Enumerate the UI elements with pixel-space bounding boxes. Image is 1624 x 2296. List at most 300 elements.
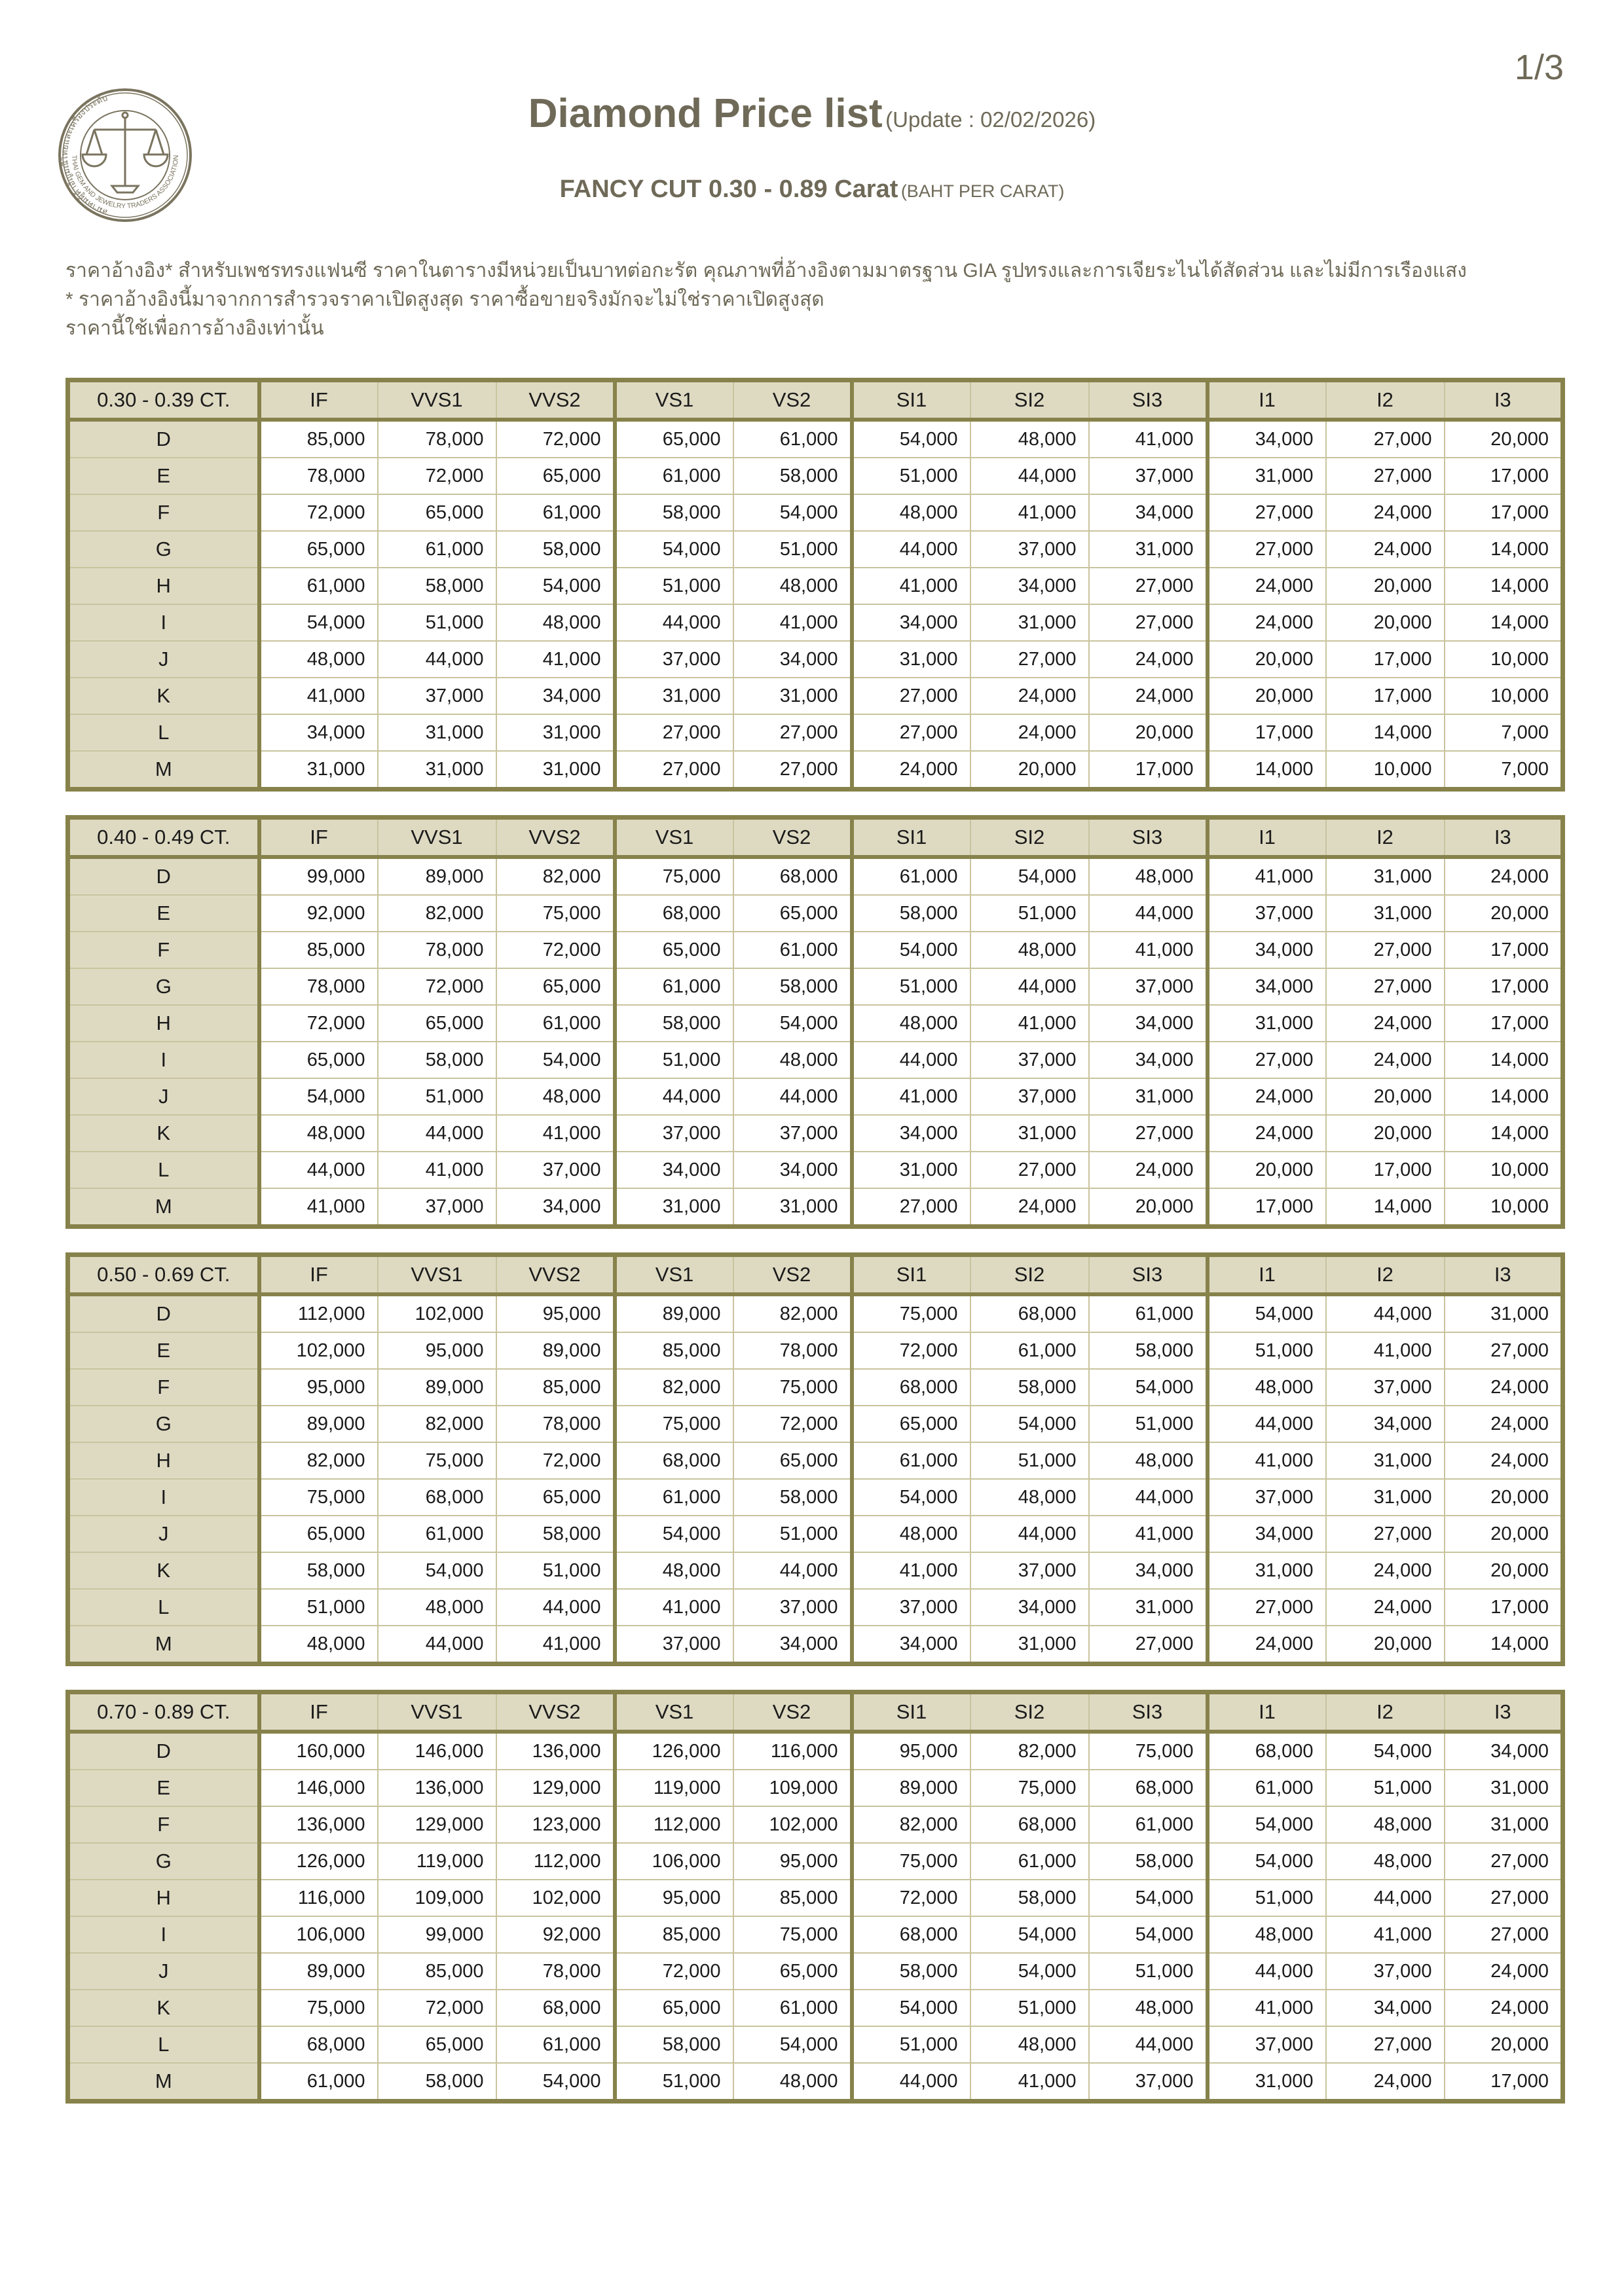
price-cell: 48,000 — [1089, 1990, 1208, 2026]
price-cell: 41,000 — [970, 494, 1089, 531]
price-cell: 58,000 — [259, 1552, 378, 1589]
price-cell: 37,000 — [615, 641, 733, 678]
price-cell: 54,000 — [970, 1406, 1089, 1442]
price-cell: 48,000 — [970, 420, 1089, 458]
price-cell: 51,000 — [1089, 1953, 1208, 1990]
price-cell: 37,000 — [970, 531, 1089, 568]
price-cell: 31,000 — [615, 1188, 733, 1227]
price-cell: 34,000 — [1208, 420, 1326, 458]
price-cell: 41,000 — [1089, 932, 1208, 968]
color-grade-label: F — [68, 1806, 259, 1843]
table-row-color-L — [68, 1152, 1563, 1188]
price-cell: 58,000 — [733, 1479, 852, 1516]
price-cell: 58,000 — [496, 531, 615, 568]
price-cell: 68,000 — [615, 1442, 733, 1479]
price-cell: 31,000 — [970, 1115, 1089, 1152]
clarity-column-header-SI2: SI2 — [970, 818, 1089, 858]
price-cell: 61,000 — [1208, 1770, 1326, 1806]
price-cell: 75,000 — [852, 1843, 970, 1880]
color-grade-label: F — [68, 1369, 259, 1406]
price-cell: 95,000 — [852, 1732, 970, 1770]
price-cell: 44,000 — [1089, 2026, 1208, 2063]
price-cell: 34,000 — [1089, 1042, 1208, 1078]
price-cell: 65,000 — [259, 1042, 378, 1078]
color-grade-label: G — [68, 531, 259, 568]
price-cell: 44,000 — [378, 1626, 496, 1664]
table-row-color-K — [68, 1552, 1563, 1589]
page-number: 1/3 — [1514, 48, 1564, 87]
carat-range-caption: 0.50 - 0.69 CT. — [68, 1255, 259, 1295]
price-cell: 37,000 — [1208, 1479, 1326, 1516]
price-cell: 31,000 — [1208, 2063, 1326, 2102]
price-cell: 17,000 — [1326, 641, 1445, 678]
price-cell: 44,000 — [852, 2063, 970, 2102]
price-cell: 82,000 — [733, 1294, 852, 1332]
price-cell: 54,000 — [1326, 1732, 1445, 1770]
price-cell: 31,000 — [378, 714, 496, 751]
price-cell: 48,000 — [1089, 857, 1208, 895]
price-cell: 41,000 — [496, 1115, 615, 1152]
price-cell: 34,000 — [1208, 968, 1326, 1005]
clarity-column-header-VVS2: VVS2 — [496, 1255, 615, 1295]
clarity-column-header-I1: I1 — [1208, 1255, 1326, 1295]
price-cell: 17,000 — [1445, 494, 1563, 531]
price-cell: 54,000 — [970, 1953, 1089, 1990]
price-cell: 89,000 — [496, 1332, 615, 1369]
price-cell: 41,000 — [378, 1152, 496, 1188]
price-cell: 34,000 — [733, 1626, 852, 1664]
price-cell: 14,000 — [1326, 1188, 1445, 1227]
price-cell: 14,000 — [1445, 1042, 1563, 1078]
table-row-color-F — [68, 932, 1563, 968]
price-cell: 106,000 — [259, 1916, 378, 1953]
price-cell: 68,000 — [733, 857, 852, 895]
price-cell: 31,000 — [1445, 1806, 1563, 1843]
color-grade-label: J — [68, 641, 259, 678]
price-cell: 27,000 — [970, 1152, 1089, 1188]
price-cell: 54,000 — [852, 1479, 970, 1516]
clarity-column-header-SI1: SI1 — [852, 1255, 970, 1295]
table-row-color-E — [68, 1770, 1563, 1806]
price-cell: 44,000 — [615, 1078, 733, 1115]
price-cell: 31,000 — [1208, 458, 1326, 494]
price-cell: 89,000 — [378, 1369, 496, 1406]
price-cell: 48,000 — [1208, 1916, 1326, 1953]
price-cell: 27,000 — [1445, 1916, 1563, 1953]
price-cell: 54,000 — [1208, 1294, 1326, 1332]
price-cell: 65,000 — [852, 1406, 970, 1442]
reference-note-1: ราคาอ้างอิง* สำหรับเพชรทรงแฟนซี ราคาในตารางมีหน่วยเป็นบาทต่อกะรัต คุณภาพที่อ้างอิงตามมาตรฐาน GIA รูปทรงและการเจียระไนได้สัดส่วน และไม่มีการเรืองแสง — [65, 260, 1467, 282]
price-cell: 82,000 — [496, 857, 615, 895]
price-cell: 85,000 — [259, 420, 378, 458]
price-cell: 136,000 — [378, 1770, 496, 1806]
table-row-color-M — [68, 2063, 1563, 2102]
price-cell: 27,000 — [1445, 1843, 1563, 1880]
price-cell: 78,000 — [378, 932, 496, 968]
color-grade-label: M — [68, 751, 259, 790]
price-cell: 14,000 — [1445, 1078, 1563, 1115]
color-grade-label: L — [68, 1152, 259, 1188]
price-cell: 37,000 — [852, 1589, 970, 1626]
table-row-color-H — [68, 1442, 1563, 1479]
table-row-color-M — [68, 1188, 1563, 1227]
price-cell: 72,000 — [615, 1953, 733, 1990]
price-cell: 58,000 — [615, 2026, 733, 2063]
price-cell: 24,000 — [1089, 641, 1208, 678]
price-cell: 61,000 — [259, 568, 378, 604]
price-cell: 102,000 — [378, 1294, 496, 1332]
price-cell: 41,000 — [733, 604, 852, 641]
price-cell: 72,000 — [496, 932, 615, 968]
price-cell: 54,000 — [378, 1552, 496, 1589]
price-cell: 75,000 — [378, 1442, 496, 1479]
price-cell: 41,000 — [1208, 857, 1326, 895]
price-cell: 51,000 — [852, 458, 970, 494]
price-cell: 31,000 — [1326, 857, 1445, 895]
price-cell: 129,000 — [378, 1806, 496, 1843]
price-cell: 20,000 — [1445, 1479, 1563, 1516]
price-cell: 65,000 — [496, 458, 615, 494]
price-cell: 31,000 — [1445, 1770, 1563, 1806]
price-cell: 27,000 — [852, 714, 970, 751]
price-cell: 68,000 — [1089, 1770, 1208, 1806]
clarity-column-header-VS2: VS2 — [733, 818, 852, 858]
price-table-0.50-0.69CT. — [65, 1252, 1565, 1666]
color-grade-label: K — [68, 1990, 259, 2026]
color-grade-label: J — [68, 1516, 259, 1552]
price-cell: 58,000 — [378, 1042, 496, 1078]
price-cell: 68,000 — [1208, 1732, 1326, 1770]
price-cell: 34,000 — [1326, 1990, 1445, 2026]
price-cell: 44,000 — [1089, 1479, 1208, 1516]
price-cell: 54,000 — [496, 568, 615, 604]
price-cell: 20,000 — [1326, 1626, 1445, 1664]
price-cell: 24,000 — [1089, 678, 1208, 714]
color-grade-label: M — [68, 1188, 259, 1227]
price-cell: 41,000 — [970, 2063, 1089, 2102]
price-cell: 34,000 — [733, 1152, 852, 1188]
price-cell: 37,000 — [1089, 2063, 1208, 2102]
price-cell: 85,000 — [259, 932, 378, 968]
clarity-column-header-IF: IF — [259, 380, 378, 420]
price-cell: 48,000 — [733, 2063, 852, 2102]
clarity-column-header-VS1: VS1 — [615, 380, 733, 420]
price-cell: 51,000 — [1208, 1332, 1326, 1369]
price-cell: 65,000 — [378, 1005, 496, 1042]
price-cell: 17,000 — [1445, 932, 1563, 968]
price-cell: 44,000 — [1208, 1406, 1326, 1442]
price-cell: 10,000 — [1445, 641, 1563, 678]
price-cell: 27,000 — [970, 641, 1089, 678]
carat-range-caption: 0.30 - 0.39 CT. — [68, 380, 259, 420]
price-cell: 102,000 — [733, 1806, 852, 1843]
table-row-color-J — [68, 641, 1563, 678]
clarity-column-header-VVS1: VVS1 — [378, 818, 496, 858]
price-cell: 61,000 — [496, 494, 615, 531]
price-cell: 27,000 — [733, 751, 852, 790]
price-cell: 54,000 — [496, 2063, 615, 2102]
price-cell: 89,000 — [259, 1953, 378, 1990]
clarity-column-header-SI1: SI1 — [852, 380, 970, 420]
price-cell: 31,000 — [852, 641, 970, 678]
price-cell: 7,000 — [1445, 714, 1563, 751]
color-grade-label: D — [68, 420, 259, 458]
header-row — [68, 1692, 1563, 1732]
price-cell: 24,000 — [1326, 1589, 1445, 1626]
price-cell: 123,000 — [496, 1806, 615, 1843]
price-cell: 20,000 — [1208, 1152, 1326, 1188]
price-cell: 24,000 — [1445, 1990, 1563, 2026]
price-cell: 82,000 — [970, 1732, 1089, 1770]
price-cell: 61,000 — [970, 1843, 1089, 1880]
table-row-color-I — [68, 604, 1563, 641]
price-cell: 51,000 — [378, 604, 496, 641]
clarity-column-header-VVS1: VVS1 — [378, 380, 496, 420]
price-cell: 112,000 — [615, 1806, 733, 1843]
table-row-color-I — [68, 1479, 1563, 1516]
price-cell: 20,000 — [1089, 714, 1208, 751]
price-cell: 27,000 — [733, 714, 852, 751]
price-cell: 68,000 — [615, 895, 733, 932]
price-cell: 27,000 — [615, 714, 733, 751]
price-cell: 54,000 — [733, 2026, 852, 2063]
price-cell: 99,000 — [378, 1916, 496, 1953]
price-cell: 65,000 — [615, 420, 733, 458]
clarity-column-header-I2: I2 — [1326, 380, 1445, 420]
price-cell: 41,000 — [1326, 1332, 1445, 1369]
price-cell: 20,000 — [1326, 568, 1445, 604]
price-cell: 48,000 — [378, 1589, 496, 1626]
price-cell: 31,000 — [733, 1188, 852, 1227]
reference-notes — [65, 257, 1506, 343]
price-cell: 14,000 — [1445, 568, 1563, 604]
price-cell: 34,000 — [1445, 1732, 1563, 1770]
price-cell: 31,000 — [1326, 1479, 1445, 1516]
table-row-color-F — [68, 1369, 1563, 1406]
price-cell: 58,000 — [615, 1005, 733, 1042]
price-cell: 65,000 — [496, 1479, 615, 1516]
clarity-column-header-SI3: SI3 — [1089, 1255, 1208, 1295]
clarity-column-header-VS2: VS2 — [733, 1255, 852, 1295]
clarity-column-header-IF: IF — [259, 818, 378, 858]
color-grade-label: G — [68, 1406, 259, 1442]
carat-range-caption: 0.70 - 0.89 CT. — [68, 1692, 259, 1732]
price-cell: 34,000 — [852, 604, 970, 641]
price-cell: 44,000 — [259, 1152, 378, 1188]
price-cell: 37,000 — [1089, 968, 1208, 1005]
price-cell: 75,000 — [496, 895, 615, 932]
price-cell: 65,000 — [259, 531, 378, 568]
price-cell: 34,000 — [496, 1188, 615, 1227]
price-cell: 61,000 — [615, 1479, 733, 1516]
price-cell: 48,000 — [1089, 1442, 1208, 1479]
price-cell: 129,000 — [496, 1770, 615, 1806]
tables-region — [65, 378, 1561, 2127]
table-row-color-J — [68, 1516, 1563, 1552]
price-cell: 75,000 — [1089, 1732, 1208, 1770]
price-cell: 41,000 — [1089, 420, 1208, 458]
color-grade-label: L — [68, 714, 259, 751]
clarity-column-header-SI2: SI2 — [970, 1255, 1089, 1295]
price-cell: 146,000 — [378, 1732, 496, 1770]
color-grade-label: J — [68, 1078, 259, 1115]
price-cell: 37,000 — [1208, 895, 1326, 932]
price-cell: 85,000 — [378, 1953, 496, 1990]
price-cell: 54,000 — [852, 1990, 970, 2026]
price-cell: 78,000 — [259, 458, 378, 494]
price-cell: 31,000 — [259, 751, 378, 790]
price-cell: 75,000 — [852, 1294, 970, 1332]
price-cell: 136,000 — [496, 1732, 615, 1770]
price-cell: 58,000 — [970, 1369, 1089, 1406]
price-cell: 37,000 — [615, 1626, 733, 1664]
price-cell: 82,000 — [615, 1369, 733, 1406]
price-cell: 31,000 — [1089, 1078, 1208, 1115]
price-cell: 20,000 — [1445, 1552, 1563, 1589]
price-cell: 34,000 — [496, 678, 615, 714]
price-cell: 41,000 — [259, 678, 378, 714]
color-grade-label: D — [68, 1732, 259, 1770]
price-cell: 51,000 — [615, 1042, 733, 1078]
price-cell: 95,000 — [615, 1880, 733, 1916]
price-cell: 58,000 — [496, 1516, 615, 1552]
clarity-column-header-VVS1: VVS1 — [378, 1255, 496, 1295]
price-cell: 72,000 — [852, 1332, 970, 1369]
price-cell: 37,000 — [970, 1078, 1089, 1115]
price-cell: 75,000 — [259, 1990, 378, 2026]
clarity-column-header-SI2: SI2 — [970, 1692, 1089, 1732]
price-cell: 54,000 — [1089, 1916, 1208, 1953]
color-grade-label: M — [68, 2063, 259, 2102]
price-cell: 54,000 — [1089, 1880, 1208, 1916]
price-cell: 48,000 — [259, 1626, 378, 1664]
price-cell: 48,000 — [259, 1115, 378, 1152]
price-cell: 37,000 — [733, 1115, 852, 1152]
price-cell: 54,000 — [259, 604, 378, 641]
price-cell: 75,000 — [615, 857, 733, 895]
price-cell: 51,000 — [733, 1516, 852, 1552]
price-cell: 24,000 — [852, 751, 970, 790]
price-cell: 17,000 — [1445, 2063, 1563, 2102]
price-cell: 24,000 — [1326, 2063, 1445, 2102]
price-cell: 27,000 — [1445, 1880, 1563, 1916]
unit-note: (BAHT PER CARAT) — [900, 181, 1065, 201]
color-grade-label: L — [68, 1589, 259, 1626]
price-cell: 31,000 — [496, 751, 615, 790]
price-cell: 20,000 — [1326, 1115, 1445, 1152]
price-cell: 27,000 — [1208, 494, 1326, 531]
price-cell: 68,000 — [970, 1294, 1089, 1332]
price-cell: 41,000 — [1326, 1916, 1445, 1953]
price-cell: 61,000 — [615, 968, 733, 1005]
table-row-color-L — [68, 2026, 1563, 2063]
price-cell: 58,000 — [1089, 1332, 1208, 1369]
price-cell: 34,000 — [1089, 1552, 1208, 1589]
price-cell: 34,000 — [970, 1589, 1089, 1626]
price-cell: 61,000 — [970, 1332, 1089, 1369]
price-cell: 31,000 — [733, 678, 852, 714]
price-table-0.30-0.39CT. — [65, 378, 1565, 792]
clarity-column-header-VS1: VS1 — [615, 1255, 733, 1295]
price-cell: 41,000 — [615, 1589, 733, 1626]
logo-ring-text-top: สมาคมผู้ค้าอัญมณีไทยและเครื่องประดับ — [59, 92, 109, 218]
table-row-color-J — [68, 1078, 1563, 1115]
clarity-column-header-SI2: SI2 — [970, 380, 1089, 420]
price-cell: 10,000 — [1445, 678, 1563, 714]
price-cell: 68,000 — [970, 1806, 1089, 1843]
price-cell: 27,000 — [852, 678, 970, 714]
price-cell: 58,000 — [852, 895, 970, 932]
price-cell: 31,000 — [496, 714, 615, 751]
clarity-column-header-VVS2: VVS2 — [496, 380, 615, 420]
price-cell: 95,000 — [733, 1843, 852, 1880]
reference-note-2: * ราคาอ้างอิงนี้มาจากการสำรวจราคาเปิดสูงสุด ราคาซื้อขายจริงมักจะไม่ใช่ราคาเปิดสูงสุด — [65, 289, 824, 310]
price-cell: 31,000 — [1208, 1552, 1326, 1589]
color-grade-label: D — [68, 1294, 259, 1332]
clarity-column-header-VS1: VS1 — [615, 1692, 733, 1732]
color-grade-label: E — [68, 1332, 259, 1369]
price-cell: 14,000 — [1445, 531, 1563, 568]
price-cell: 75,000 — [615, 1406, 733, 1442]
price-cell: 44,000 — [970, 968, 1089, 1005]
price-cell: 65,000 — [733, 895, 852, 932]
price-cell: 24,000 — [1208, 1115, 1326, 1152]
price-cell: 20,000 — [1445, 1516, 1563, 1552]
price-cell: 44,000 — [970, 1516, 1089, 1552]
clarity-column-header-VVS2: VVS2 — [496, 1692, 615, 1732]
price-cell: 27,000 — [1208, 531, 1326, 568]
price-cell: 44,000 — [1208, 1953, 1326, 1990]
price-cell: 92,000 — [259, 895, 378, 932]
price-cell: 136,000 — [259, 1806, 378, 1843]
table-row-color-J — [68, 1953, 1563, 1990]
price-cell: 17,000 — [1208, 1188, 1326, 1227]
price-cell: 37,000 — [378, 1188, 496, 1227]
price-cell: 24,000 — [970, 714, 1089, 751]
price-cell: 58,000 — [733, 968, 852, 1005]
reference-note-3: ราคานี้ใช้เพื่อการอ้างอิงเท่านั้น — [65, 318, 324, 339]
table-row-color-G — [68, 531, 1563, 568]
color-grade-label: E — [68, 458, 259, 494]
price-cell: 34,000 — [1208, 1516, 1326, 1552]
price-cell: 17,000 — [1208, 714, 1326, 751]
table-row-color-H — [68, 1880, 1563, 1916]
price-cell: 146,000 — [259, 1770, 378, 1806]
price-cell: 61,000 — [1089, 1294, 1208, 1332]
price-cell: 48,000 — [852, 1005, 970, 1042]
price-cell: 51,000 — [1089, 1406, 1208, 1442]
price-cell: 89,000 — [378, 857, 496, 895]
price-cell: 14,000 — [1326, 714, 1445, 751]
price-cell: 34,000 — [1089, 494, 1208, 531]
price-cell: 37,000 — [733, 1589, 852, 1626]
price-cell: 44,000 — [1089, 895, 1208, 932]
clarity-column-header-I1: I1 — [1208, 1692, 1326, 1732]
clarity-column-header-VVS1: VVS1 — [378, 1692, 496, 1732]
price-cell: 75,000 — [733, 1369, 852, 1406]
price-cell: 31,000 — [1445, 1294, 1563, 1332]
color-grade-label: F — [68, 932, 259, 968]
color-grade-label: K — [68, 1115, 259, 1152]
price-cell: 119,000 — [378, 1843, 496, 1880]
price-cell: 58,000 — [378, 2063, 496, 2102]
price-cell: 160,000 — [259, 1732, 378, 1770]
price-cell: 48,000 — [852, 494, 970, 531]
price-cell: 58,000 — [733, 458, 852, 494]
table-row-color-D — [68, 1732, 1563, 1770]
price-cell: 65,000 — [733, 1442, 852, 1479]
color-grade-label: G — [68, 1843, 259, 1880]
